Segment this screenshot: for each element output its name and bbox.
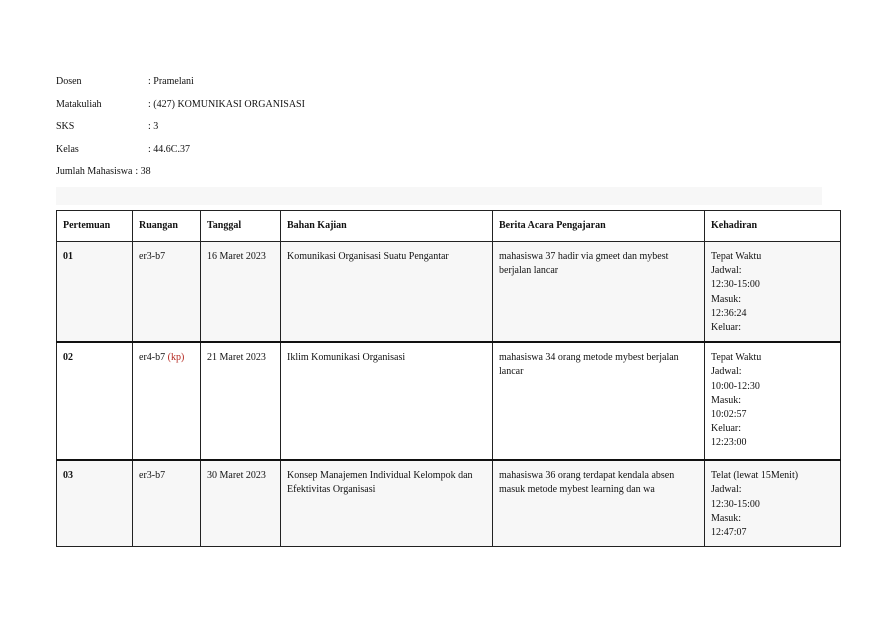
berita-cell: mahasiswa 34 orang metode mybest berjalan lancar — [493, 342, 705, 460]
kelas-label: Kelas — [56, 143, 79, 155]
ruangan-note: (kp) — [167, 352, 185, 364]
ruangan-cell — [133, 342, 201, 460]
keluar-value: 12:23:00 — [711, 437, 747, 449]
keluar-label: Keluar: — [711, 322, 741, 334]
jadwal-label: Jadwal: — [711, 366, 742, 378]
table-row — [57, 242, 841, 343]
header-tanggal: Tanggal — [201, 211, 281, 242]
kelas-row — [56, 144, 305, 167]
sks-row — [56, 121, 305, 144]
keluar-label: Keluar: — [711, 423, 741, 435]
ruangan-code: er4-b7 — [139, 352, 166, 364]
attendance-table — [56, 210, 841, 547]
jadwal-value: 12:30-15:00 — [711, 279, 760, 291]
bahan-cell: Iklim Komunikasi Organisasi — [281, 342, 493, 460]
dosen-value: : Pramelani — [148, 76, 194, 87]
ruangan-code: er3-b7 — [139, 470, 166, 482]
sks-value: : 3 — [148, 121, 159, 132]
ruangan-cell — [133, 242, 201, 343]
kehadiran-status: Tepat Waktu — [711, 251, 762, 262]
jumlah-value: : 38 — [135, 166, 151, 177]
masuk-label: Masuk: — [711, 512, 741, 524]
tanggal-cell: 21 Maret 2023 — [201, 342, 281, 460]
sks-label: SKS — [56, 121, 75, 132]
table-header-row — [57, 211, 841, 242]
kehadiran-status: Telat (lewat 15Menit) — [711, 470, 799, 482]
jumlah-row — [56, 166, 305, 189]
header-ruangan: Ruangan — [133, 211, 201, 242]
masuk-value: 12:47:07 — [711, 527, 747, 539]
tanggal-cell: 16 Maret 2023 — [201, 242, 281, 343]
course-info — [56, 76, 305, 189]
table-row — [57, 460, 841, 547]
ruangan-code: er3-b7 — [139, 251, 166, 262]
kehadiran-status: Tepat Waktu — [711, 352, 762, 364]
dosen-row — [56, 76, 305, 99]
header-kehadiran: Kehadiran — [705, 211, 841, 242]
table-row — [57, 342, 841, 460]
header-berita-acara: Berita Acara Pengajaran — [493, 211, 705, 242]
masuk-label: Masuk: — [711, 293, 741, 305]
kelas-value: : 44.6C.37 — [148, 143, 190, 155]
ruangan-cell — [133, 460, 201, 547]
tanggal-cell: 30 Maret 2023 — [201, 460, 281, 547]
jadwal-label: Jadwal: — [711, 484, 742, 496]
masuk-label: Masuk: — [711, 394, 741, 406]
separator-band — [56, 187, 822, 205]
pertemuan-cell: 02 — [57, 342, 133, 460]
jumlah-label: Jumlah Mahasiswa — [56, 166, 133, 177]
matakuliah-label: Matakuliah — [56, 98, 102, 110]
berita-cell: mahasiswa 37 hadir via gmeet dan mybest berjalan lancar — [493, 242, 705, 343]
dosen-label: Dosen — [56, 76, 82, 87]
matakuliah-value: : (427) KOMUNIKASI ORGANISASI — [148, 98, 305, 110]
masuk-value: 10:02:57 — [711, 409, 747, 421]
berita-cell: mahasiswa 36 orang terdapat kendala absen masuk metode mybest learning dan wa — [493, 460, 705, 547]
header-bahan-kajian: Bahan Kajian — [281, 211, 493, 242]
bahan-cell: Konsep Manajemen Individual Kelompok dan Efektivitas Organisasi — [281, 460, 493, 547]
kehadiran-cell — [705, 460, 841, 547]
jadwal-label: Jadwal: — [711, 265, 742, 277]
header-pertemuan: Pertemuan — [57, 211, 133, 242]
kehadiran-cell — [705, 342, 841, 460]
masuk-value: 12:36:24 — [711, 307, 747, 319]
pertemuan-cell: 03 — [57, 460, 133, 547]
pertemuan-cell: 01 — [57, 242, 133, 343]
bahan-cell: Komunikasi Organisasi Suatu Pengantar — [281, 242, 493, 343]
jadwal-value: 12:30-15:00 — [711, 498, 760, 510]
matakuliah-row — [56, 99, 305, 122]
kehadiran-cell — [705, 242, 841, 343]
jadwal-value: 10:00-12:30 — [711, 380, 760, 392]
